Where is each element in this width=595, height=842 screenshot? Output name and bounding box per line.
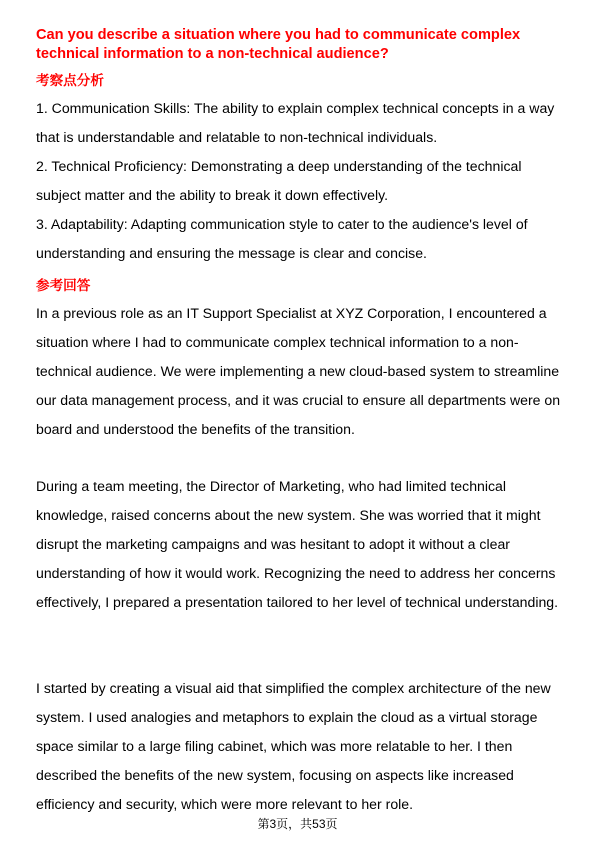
analysis-point-adaptability: 3. Adaptability: Adapting communication style to cater to the audience's level of understanding and ensuring the message is clear and concise. (36, 216, 528, 261)
analysis-heading: 考察点分析 (36, 73, 104, 88)
page-number: 第3页，共53页 (257, 817, 338, 831)
question-title: Can you describe a situation where you had to communicate complex technical information to a non-technical audience? (36, 27, 521, 62)
answer-heading: 参考回答 (36, 278, 91, 293)
analysis-points (36, 94, 566, 268)
analysis-point-technical: 2. Technical Proficiency: Demonstrating a deep understanding of the technical subject matter and the ability to break it down effectively. (36, 158, 522, 203)
analysis-point-communication: 1. Communication Skills: The ability to explain complex technical concepts in a way that is understandable and relatable to non-technical individuals. (36, 100, 555, 145)
answer-paragraph-2: During a team meeting, the Director of Marketing, who had limited technical knowledge, raised concerns about the new system. She was worried that it might disrupt the marketing campaigns and was hesitant to adopt it without a clear understanding of how it would work. Recognizing the need to address her concerns effectively, I prepared a presentation tailored to her level of technical understanding. (36, 478, 559, 610)
answer-paragraph-3: I started by creating a visual aid that simplified the complex architecture of the new system. I used analogies and metaphors to explain the cloud as a virtual storage space similar to a large filing cabinet, which was more relatable to her. I then described the benefits of the new system, focusing on aspects like increased efficiency and security, which were more relevant to her role. (36, 680, 551, 812)
answer-paragraph-1: In a previous role as an IT Support Specialist at XYZ Corporation, I encountered a situation where I had to communicate complex technical information to a non-technical audience. We were implementing a new cloud-based system to streamline our data management process, and it was crucial to ensure all departments were on board and understood the benefits of the transition. (36, 305, 561, 437)
